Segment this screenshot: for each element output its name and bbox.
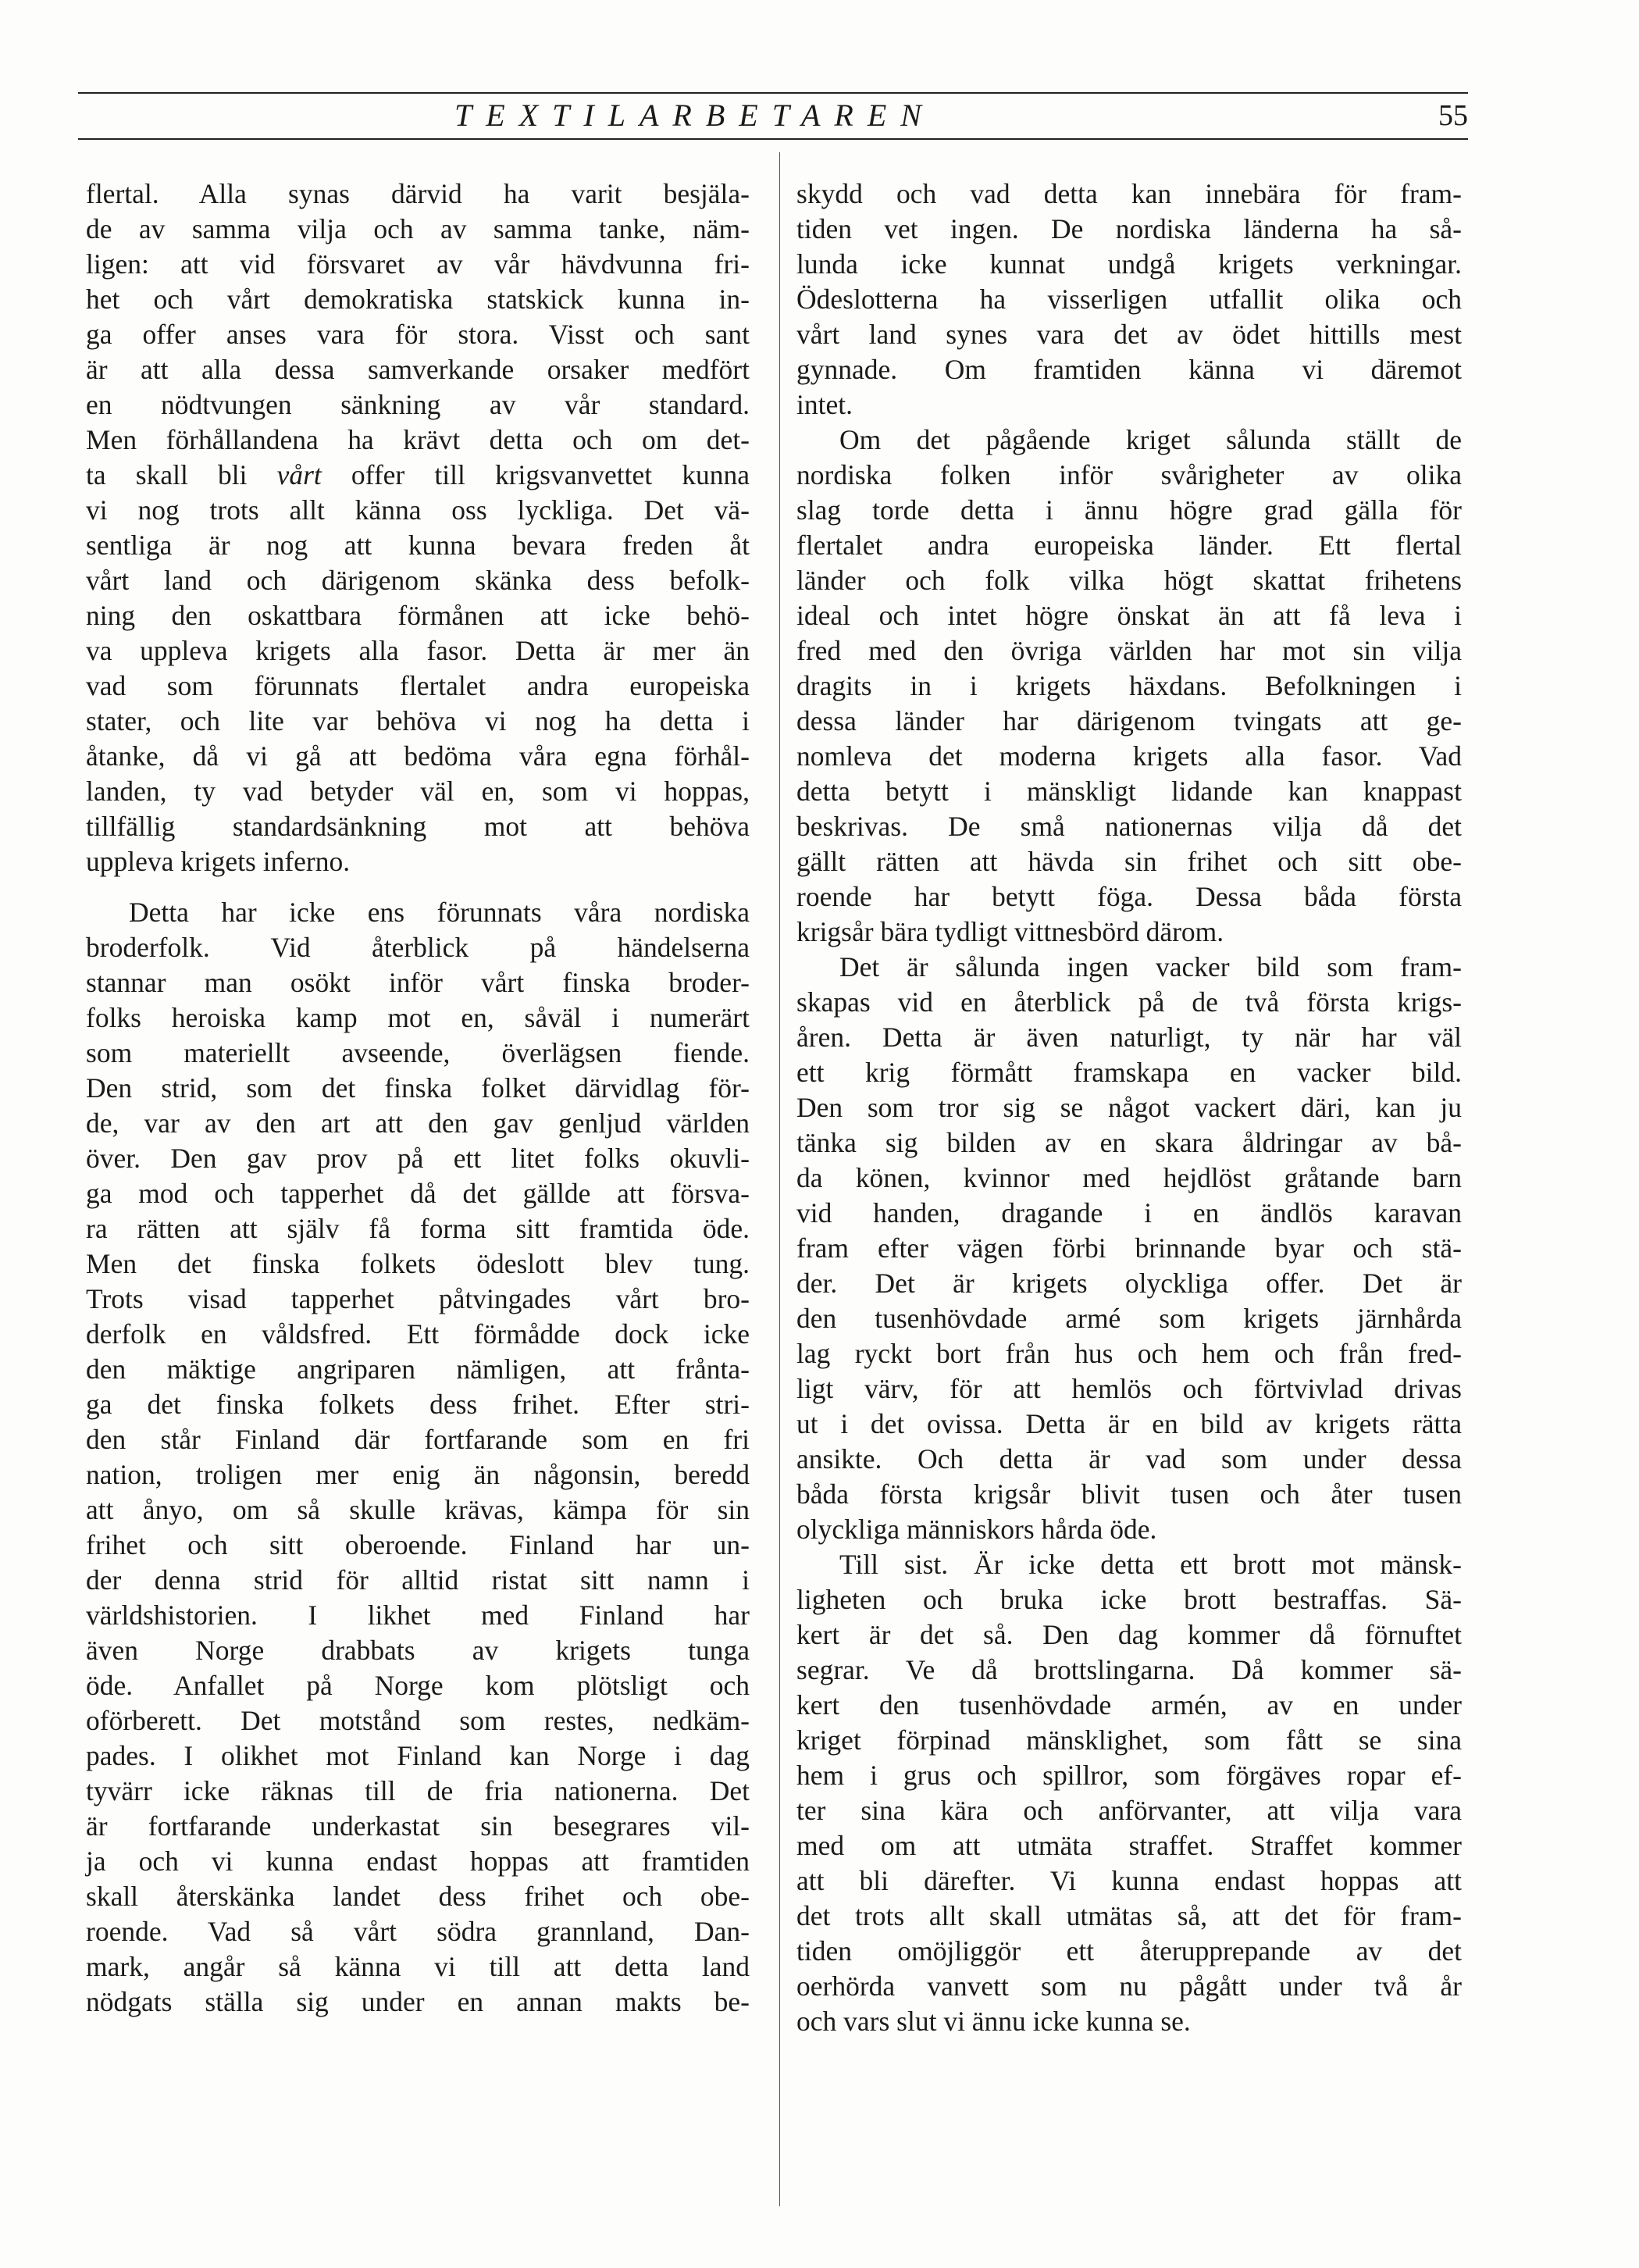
text-line: den mäktige angriparen nämligen, att frånta- (86, 1353, 750, 1385)
text-line: kert den tusenhövdade armén, av en under (796, 1689, 1462, 1721)
text-line: da könen, kvinnor med hejdlöst gråtande barn (796, 1162, 1462, 1193)
text-line: ideal och intet högre önskat än att få leva i (796, 600, 1462, 631)
text-line: att bli därefter. Vi kunna endast hoppas att (796, 1865, 1462, 1896)
left-column (86, 177, 750, 2020)
text-line: slag torde detta i ännu högre grad gälla för (796, 494, 1462, 526)
text-line: de av samma vilja och av samma tanke, näm- (86, 213, 750, 244)
text-line: länder och folk vilka högt skattat frihetens (796, 565, 1462, 596)
text-line: roende. Vad så vårt södra grannland, Dan- (86, 1916, 750, 1947)
text-line: ta skall bli vårt offer till krigsvanvettet kunna (86, 459, 750, 490)
text-line: Till sist. Är icke detta ett brott mot mänsk- (839, 1549, 1462, 1580)
text-line: den tusenhövdade armé som krigets järnhårda (796, 1303, 1462, 1334)
text-line: frihet och sitt oberoende. Finland har un- (86, 1529, 750, 1560)
text-line: nordiska folken inför svårigheter av olika (796, 459, 1462, 490)
text-line: tyvärr icke räknas till de fria nationerna. Det (86, 1775, 750, 1806)
text-line: olyckliga människors hårda öde. (796, 1514, 1157, 1545)
text-line: fred med den övriga världen har mot sin vilja (796, 635, 1462, 666)
text-line: va uppleva krigets alla fasor. Detta är mer än (86, 635, 750, 666)
text-line: båda första krigsår blivit tusen och åter tusen (796, 1478, 1462, 1510)
text-line: der denna strid för alltid ristat sitt namn i (86, 1564, 750, 1596)
text-line: skapas vid en återblick på de två första krigs- (796, 986, 1462, 1018)
text-line: Den som tror sig se något vackert däri, kan ju (796, 1092, 1462, 1123)
text-line: roende har betytt föga. Dessa båda första (796, 881, 1462, 912)
text-line: nomleva det moderna krigets alla fasor. Vad (796, 740, 1462, 772)
text-line: Ödeslotterna ha visserligen utfallit olika och (796, 284, 1462, 315)
text-line: kriget förpinad mänsklighet, som fått se sina (796, 1724, 1462, 1756)
text-line: vi nog trots allt känna oss lyckliga. Det vä- (86, 494, 750, 526)
text-line: vårt land synes vara det av ödet hittills mest (796, 319, 1462, 350)
text-line: gynnade. Om framtiden känna vi däremot (796, 354, 1462, 385)
text-line: de, var av den art att den gav genljud världen (86, 1107, 750, 1139)
text-line: krigsår bära tydligt vittnesbörd därom. (796, 916, 1224, 947)
text-line: med om att utmäta straffet. Straffet kommer (796, 1830, 1462, 1861)
text-line: flertalet andra europeiska länder. Ett flertal (796, 530, 1462, 561)
text-line: världshistorien. I likhet med Finland har (86, 1599, 750, 1631)
column-divider (779, 152, 780, 2206)
text-line: sentliga är nog att kunna bevara freden åt (86, 530, 750, 561)
text-line: öde. Anfallet på Norge kom plötsligt och (86, 1670, 750, 1701)
text-line: ansikte. Och detta är vad som under dessa (796, 1443, 1462, 1475)
text-line: den står Finland där fortfarande som en fri (86, 1424, 750, 1455)
text-line: Men förhållandena ha krävt detta och om det- (86, 424, 750, 455)
text-line: som materiellt avseende, överlägsen fiende. (86, 1037, 750, 1068)
text-line: ning den oskattbara förmånen att icke behö- (86, 600, 750, 631)
text-line: der. Det är krigets olyckliga offer. Det är (796, 1268, 1462, 1299)
text-line: broderfolk. Vid återblick på händelserna (86, 932, 750, 963)
text-line: skydd och vad detta kan innebära för fram- (796, 178, 1462, 209)
text-line: över. Den gav prov på ett litet folks okuvli- (86, 1143, 750, 1174)
text-line: intet. (796, 389, 853, 420)
running-header-title: TEXTILARBETAREN (454, 98, 935, 133)
text-line: och vars slut vi ännu icke kunna se. (796, 2006, 1191, 2037)
text-line: skall återskänka landet dess frihet och obe- (86, 1881, 750, 1912)
text-line: lag ryckt bort från hus och hem och från fred- (796, 1338, 1462, 1369)
text-line: segrar. Ve då brottslingarna. Då kommer sä- (796, 1654, 1462, 1685)
text-line: mark, angår så känna vi till att detta land (86, 1951, 750, 1982)
text-line: oförberett. Det motstånd som restes, nedkäm- (86, 1705, 750, 1736)
text-line: nödgats ställa sig under en annan makts be- (86, 1986, 750, 2017)
text-line: ga det finska folkets dess frihet. Efter stri- (86, 1389, 750, 1420)
text-line: detta betytt i mänskligt lidande kan knappast (796, 776, 1462, 807)
text-line: det trots allt skall utmätas så, att det för fram- (796, 1900, 1462, 1931)
text-line: är fortfarande underkastat sin besegrares vil- (86, 1810, 750, 1842)
text-line: även Norge drabbats av krigets tunga (86, 1635, 750, 1666)
text-line: tiden omöjliggör ett återupprepande av det (796, 1935, 1462, 1967)
text-line: vid handen, dragande i en ändlös karavan (796, 1197, 1462, 1228)
text-line: ja och vi kunna endast hoppas att framtiden (86, 1845, 750, 1877)
text-line: ligheten och bruka icke brott bestraffas. Sä- (796, 1584, 1462, 1615)
text-line: uppleva krigets inferno. (86, 846, 351, 877)
text-line: landen, ty vad betyder väl en, som vi hoppas, (86, 776, 750, 807)
text-line: gällt rätten att hävda sin frihet och sitt obe- (796, 846, 1462, 877)
text-line: nation, troligen mer enig än någonsin, beredd (86, 1459, 750, 1490)
text-line: Den strid, som det finska folket därvidlag för- (86, 1072, 750, 1104)
text-line: ett krig förmått framskapa en vacker bild. (796, 1057, 1462, 1088)
right-column (796, 177, 1462, 2039)
text-line: är att alla dessa samverkande orsaker medfört (86, 354, 750, 385)
text-line: ut i det ovissa. Detta är en bild av krigets rätta (796, 1408, 1462, 1439)
header-rule-bottom (78, 138, 1468, 140)
text-line: stater, och lite var behöva vi nog ha detta i (86, 705, 750, 736)
text-line: pades. I olikhet mot Finland kan Norge i dag (86, 1740, 750, 1771)
text-line: Trots visad tapperhet påtvingades vårt bro- (86, 1283, 750, 1314)
text-line: ligen: att vid försvaret av vår hävdvunna fri- (86, 248, 750, 280)
text-line: dessa länder har därigenom tvingats att ge- (796, 705, 1462, 736)
text-line: ligt värv, för att hemlös och förtvivlad drivas (796, 1373, 1462, 1404)
text-line: åtanke, då vi gå att bedöma våra egna förhål- (86, 740, 750, 772)
text-line: hem i grus och spillror, som förgäves ropar ef- (796, 1760, 1462, 1791)
text-line: oerhörda vanvett som nu pågått under två år (796, 1970, 1462, 2002)
emphasized-word: vårt (276, 459, 322, 490)
text-line: Men det finska folkets ödeslott blev tung. (86, 1248, 750, 1279)
text-line: kert är det så. Den dag kommer då förnuftet (796, 1619, 1462, 1650)
text-line: ra rätten att själv få forma sitt framtida öde. (86, 1213, 750, 1244)
text-line: åren. Detta är även naturligt, ty när har väl (796, 1022, 1462, 1053)
text-line: derfolk en våldsfred. Ett förmådde dock icke (86, 1318, 750, 1350)
text-line: ter sina kära och anförvanter, att vilja vara (796, 1795, 1462, 1826)
text-line: ga mod och tapperhet då det gällde att försva- (86, 1178, 750, 1209)
text-line: folks heroiska kamp mot en, såväl i numerärt (86, 1002, 750, 1033)
text-line: dragits in i krigets häxdans. Befolkningen i (796, 670, 1462, 701)
text-line: het och vårt demokratiska statskick kunna in- (86, 284, 750, 315)
page-number: 55 (1438, 99, 1468, 132)
text-line: lunda icke kunnat undgå krigets verkningar. (796, 248, 1462, 280)
text-line: vårt land och därigenom skänka dess befolk- (86, 565, 750, 596)
text-line: tiden vet ingen. De nordiska länderna ha så- (796, 213, 1462, 244)
text-line: fram efter vägen förbi brinnande byar och stä- (796, 1232, 1462, 1264)
text-line: tillfällig standardsänkning mot att behöva (86, 811, 750, 842)
text-line: Detta har icke ens förunnats våra nordiska (129, 897, 750, 928)
text-line: stannar man osökt inför vårt finska broder- (86, 967, 750, 998)
text-line: Om det pågående kriget sålunda ställt de (839, 424, 1462, 455)
text-line: att ånyo, om så skulle krävas, kämpa för sin (86, 1494, 750, 1525)
text-line: vad som förunnats flertalet andra europeiska (86, 670, 750, 701)
text-line: flertal. Alla synas därvid ha varit besjäla- (86, 178, 750, 209)
text-line: beskrivas. De små nationernas vilja då det (796, 811, 1462, 842)
text-line: en nödtvungen sänkning av vår standard. (86, 389, 750, 420)
text-line: ga offer anses vara för stora. Visst och sant (86, 319, 750, 350)
text-line: Det är sålunda ingen vacker bild som fram- (839, 951, 1462, 982)
text-line: tänka sig bilden av en skara åldringar av bå- (796, 1127, 1462, 1158)
